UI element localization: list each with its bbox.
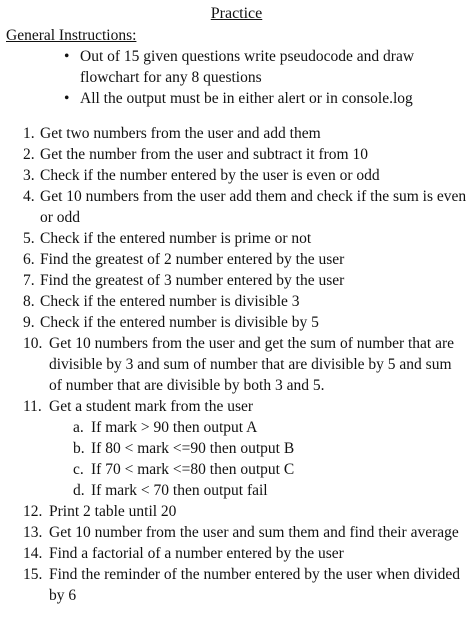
question-text: Get 10 numbers from the user and get the sum of number that are divisible by 3 and sum of number that are divisible by 5 and sum of number that are divisible by both 3 and 5. bbox=[49, 335, 455, 394]
question-item bbox=[23, 522, 467, 543]
question-item bbox=[23, 291, 467, 312]
question-number: 6. bbox=[23, 251, 35, 268]
question-text: Find a factorial of a number entered by the user bbox=[49, 545, 344, 562]
question-text: Check if the entered number is prime or not bbox=[40, 230, 312, 247]
question-item bbox=[23, 270, 467, 291]
condition-text: If 70 < mark <=80 then output C bbox=[91, 461, 295, 478]
question-text: Find the reminder of the number entered by the user when divided by 6 bbox=[49, 566, 461, 604]
question-text: Get 10 numbers from the user add them and check if the sum is even or odd bbox=[40, 188, 467, 226]
question-text: Check if the entered number is divisible by 5 bbox=[40, 314, 319, 331]
condition-letter: d. bbox=[73, 482, 85, 499]
question-item bbox=[23, 501, 467, 522]
question-item bbox=[23, 165, 467, 186]
question-item bbox=[23, 144, 467, 165]
question-number: 11. bbox=[23, 398, 42, 415]
condition-item bbox=[73, 459, 467, 480]
question-text: Get 10 number from the user and sum them and find their average bbox=[49, 524, 459, 541]
section-spacer bbox=[6, 109, 467, 123]
condition-item bbox=[73, 438, 467, 459]
questions-list bbox=[6, 123, 467, 606]
instruction-item: • Out of 15 given questions write pseudocode and draw flowchart for any 8 questions bbox=[64, 46, 467, 88]
instruction-item: • All the output must be in either alert or in console.log bbox=[64, 88, 467, 109]
question-number: 14. bbox=[23, 545, 43, 562]
condition-letter: b. bbox=[73, 440, 85, 457]
question-number: 8. bbox=[23, 293, 35, 310]
question-item bbox=[23, 312, 467, 333]
question-number: 9. bbox=[23, 314, 35, 331]
question-number: 13. bbox=[23, 524, 43, 541]
condition-letter: a. bbox=[73, 419, 84, 436]
question-item bbox=[23, 333, 467, 396]
mark-conditions-list bbox=[49, 417, 467, 501]
question-number: 2. bbox=[23, 146, 35, 163]
question-number: 4. bbox=[23, 188, 35, 205]
question-item bbox=[23, 123, 467, 144]
question-text: Find the greatest of 2 number entered by the user bbox=[40, 251, 345, 268]
condition-item bbox=[73, 417, 467, 438]
question-item bbox=[23, 396, 467, 501]
question-number: 7. bbox=[23, 272, 35, 289]
question-text: Get two numbers from the user and add them bbox=[40, 125, 321, 142]
question-number: 3. bbox=[23, 167, 35, 184]
page-title: Practice bbox=[210, 5, 263, 22]
question-text: Print 2 table until 20 bbox=[49, 503, 177, 520]
question-item bbox=[23, 564, 467, 606]
question-number: 5. bbox=[23, 230, 35, 247]
question-item bbox=[23, 249, 467, 270]
question-text: Get the number from the user and subtract it from 10 bbox=[40, 146, 368, 163]
question-number: 15. bbox=[23, 566, 43, 583]
question-item bbox=[23, 186, 467, 228]
question-number: 1. bbox=[23, 125, 35, 142]
question-number: 12. bbox=[23, 503, 43, 520]
condition-letter: c. bbox=[73, 461, 84, 478]
condition-text: If mark > 90 then output A bbox=[91, 419, 258, 436]
question-number: 10. bbox=[23, 335, 43, 352]
question-text: Check if the entered number is divisible 3 bbox=[40, 293, 300, 310]
question-text: Find the greatest of 3 number entered by the user bbox=[40, 272, 345, 289]
general-instructions-heading: General Instructions: bbox=[6, 27, 137, 44]
question-item bbox=[23, 228, 467, 249]
question-text: Check if the number entered by the user is even or odd bbox=[40, 167, 380, 184]
condition-item bbox=[73, 480, 467, 501]
condition-text: If mark < 70 then output fail bbox=[91, 482, 268, 499]
instructions-list bbox=[6, 46, 467, 109]
condition-text: If 80 < mark <=90 then output B bbox=[91, 440, 295, 457]
question-item bbox=[23, 543, 467, 564]
question-text: Get a student mark from the user bbox=[49, 398, 254, 415]
